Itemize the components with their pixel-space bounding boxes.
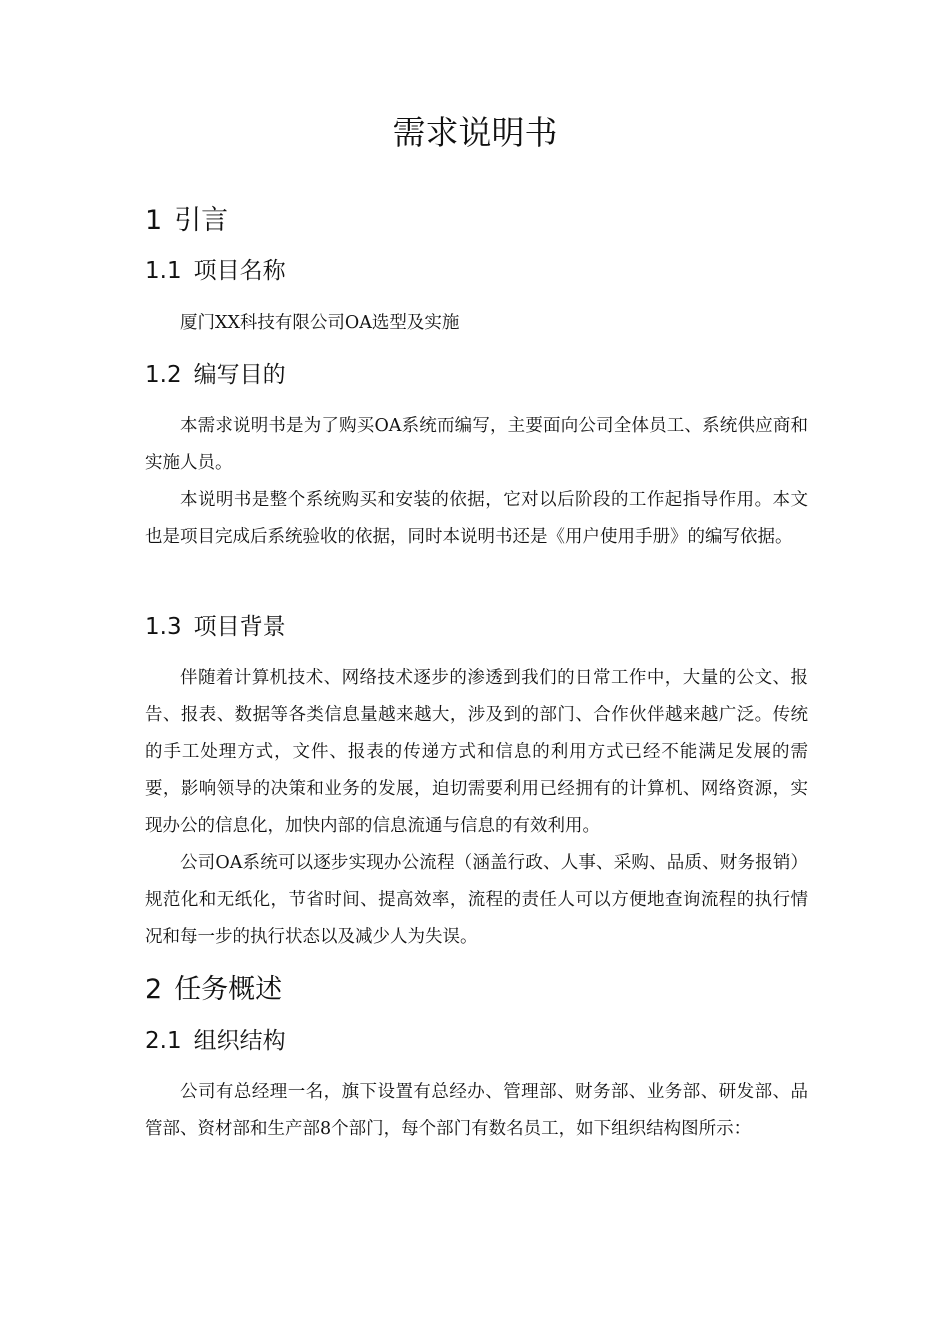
section-number: 1.1 [145,258,182,284]
section-title: 任务概述 [174,974,283,1005]
section-heading-1-1 [145,254,286,288]
organization-paragraph: 公司有总经理一名，旗下设置有总经办、管理部、财务部、业务部、研发部、品管部、资材部和生产部8个部门，每个部门有数名员工，如下组织结构图所示： [145,1082,808,1139]
section-number: 2 [145,974,163,1005]
section-heading-2-1 [145,1024,286,1058]
section-number: 1 [145,205,163,236]
purpose-paragraph-1: 本需求说明书是为了购买OA系统而编写，主要面向公司全体员工、系统供应商和实施人员。 [145,416,808,473]
section-heading-1 [145,201,228,241]
section-title: 项目背景 [193,614,286,640]
section-number: 1.3 [145,614,182,640]
background-paragraph-1: 伴随着计算机技术、网络技术逐步的渗透到我们的日常工作中，大量的公文、报告、报表、数据等各类信息量越来越大，涉及到的部门、合作伙伴越来越广泛。传统的手工处理方式，文件、报表的传递方式和信息的利用方式已经不能满足发展的需要，影响领导的决策和业务的发展，迫切需要利用已经拥有的计算机、网络资源，实现办公的信息化，加快内部的信息流通与信息的有效利用。 [145,668,808,836]
section-title: 编写目的 [193,362,286,388]
project-name-paragraph: 厦门XX科技有限公司OA选型及实施 [180,313,460,333]
section-number: 1.2 [145,362,182,388]
section-title: 引言 [174,205,229,236]
background-paragraph-2: 公司OA系统可以逐步实现办公流程（涵盖行政、人事、采购、品质、财务报销）规范化和无纸化，节省时间、提高效率，流程的责任人可以方便地查询流程的执行情况和每一步的执行状态以及减少人为失误。 [145,853,808,947]
document-title: 需求说明书 [392,113,558,152]
section-number: 2.1 [145,1028,182,1054]
section-title: 项目名称 [193,258,286,284]
section-heading-2 [145,970,282,1010]
purpose-paragraph-2: 本说明书是整个系统购买和安装的依据，它对以后阶段的工作起指导作用。本文也是项目完成后系统验收的依据，同时本说明书还是《用户使用手册》的编写依据。 [145,490,808,547]
section-heading-1-2 [145,358,286,392]
section-heading-1-3 [145,610,286,644]
section-title: 组织结构 [193,1028,286,1054]
